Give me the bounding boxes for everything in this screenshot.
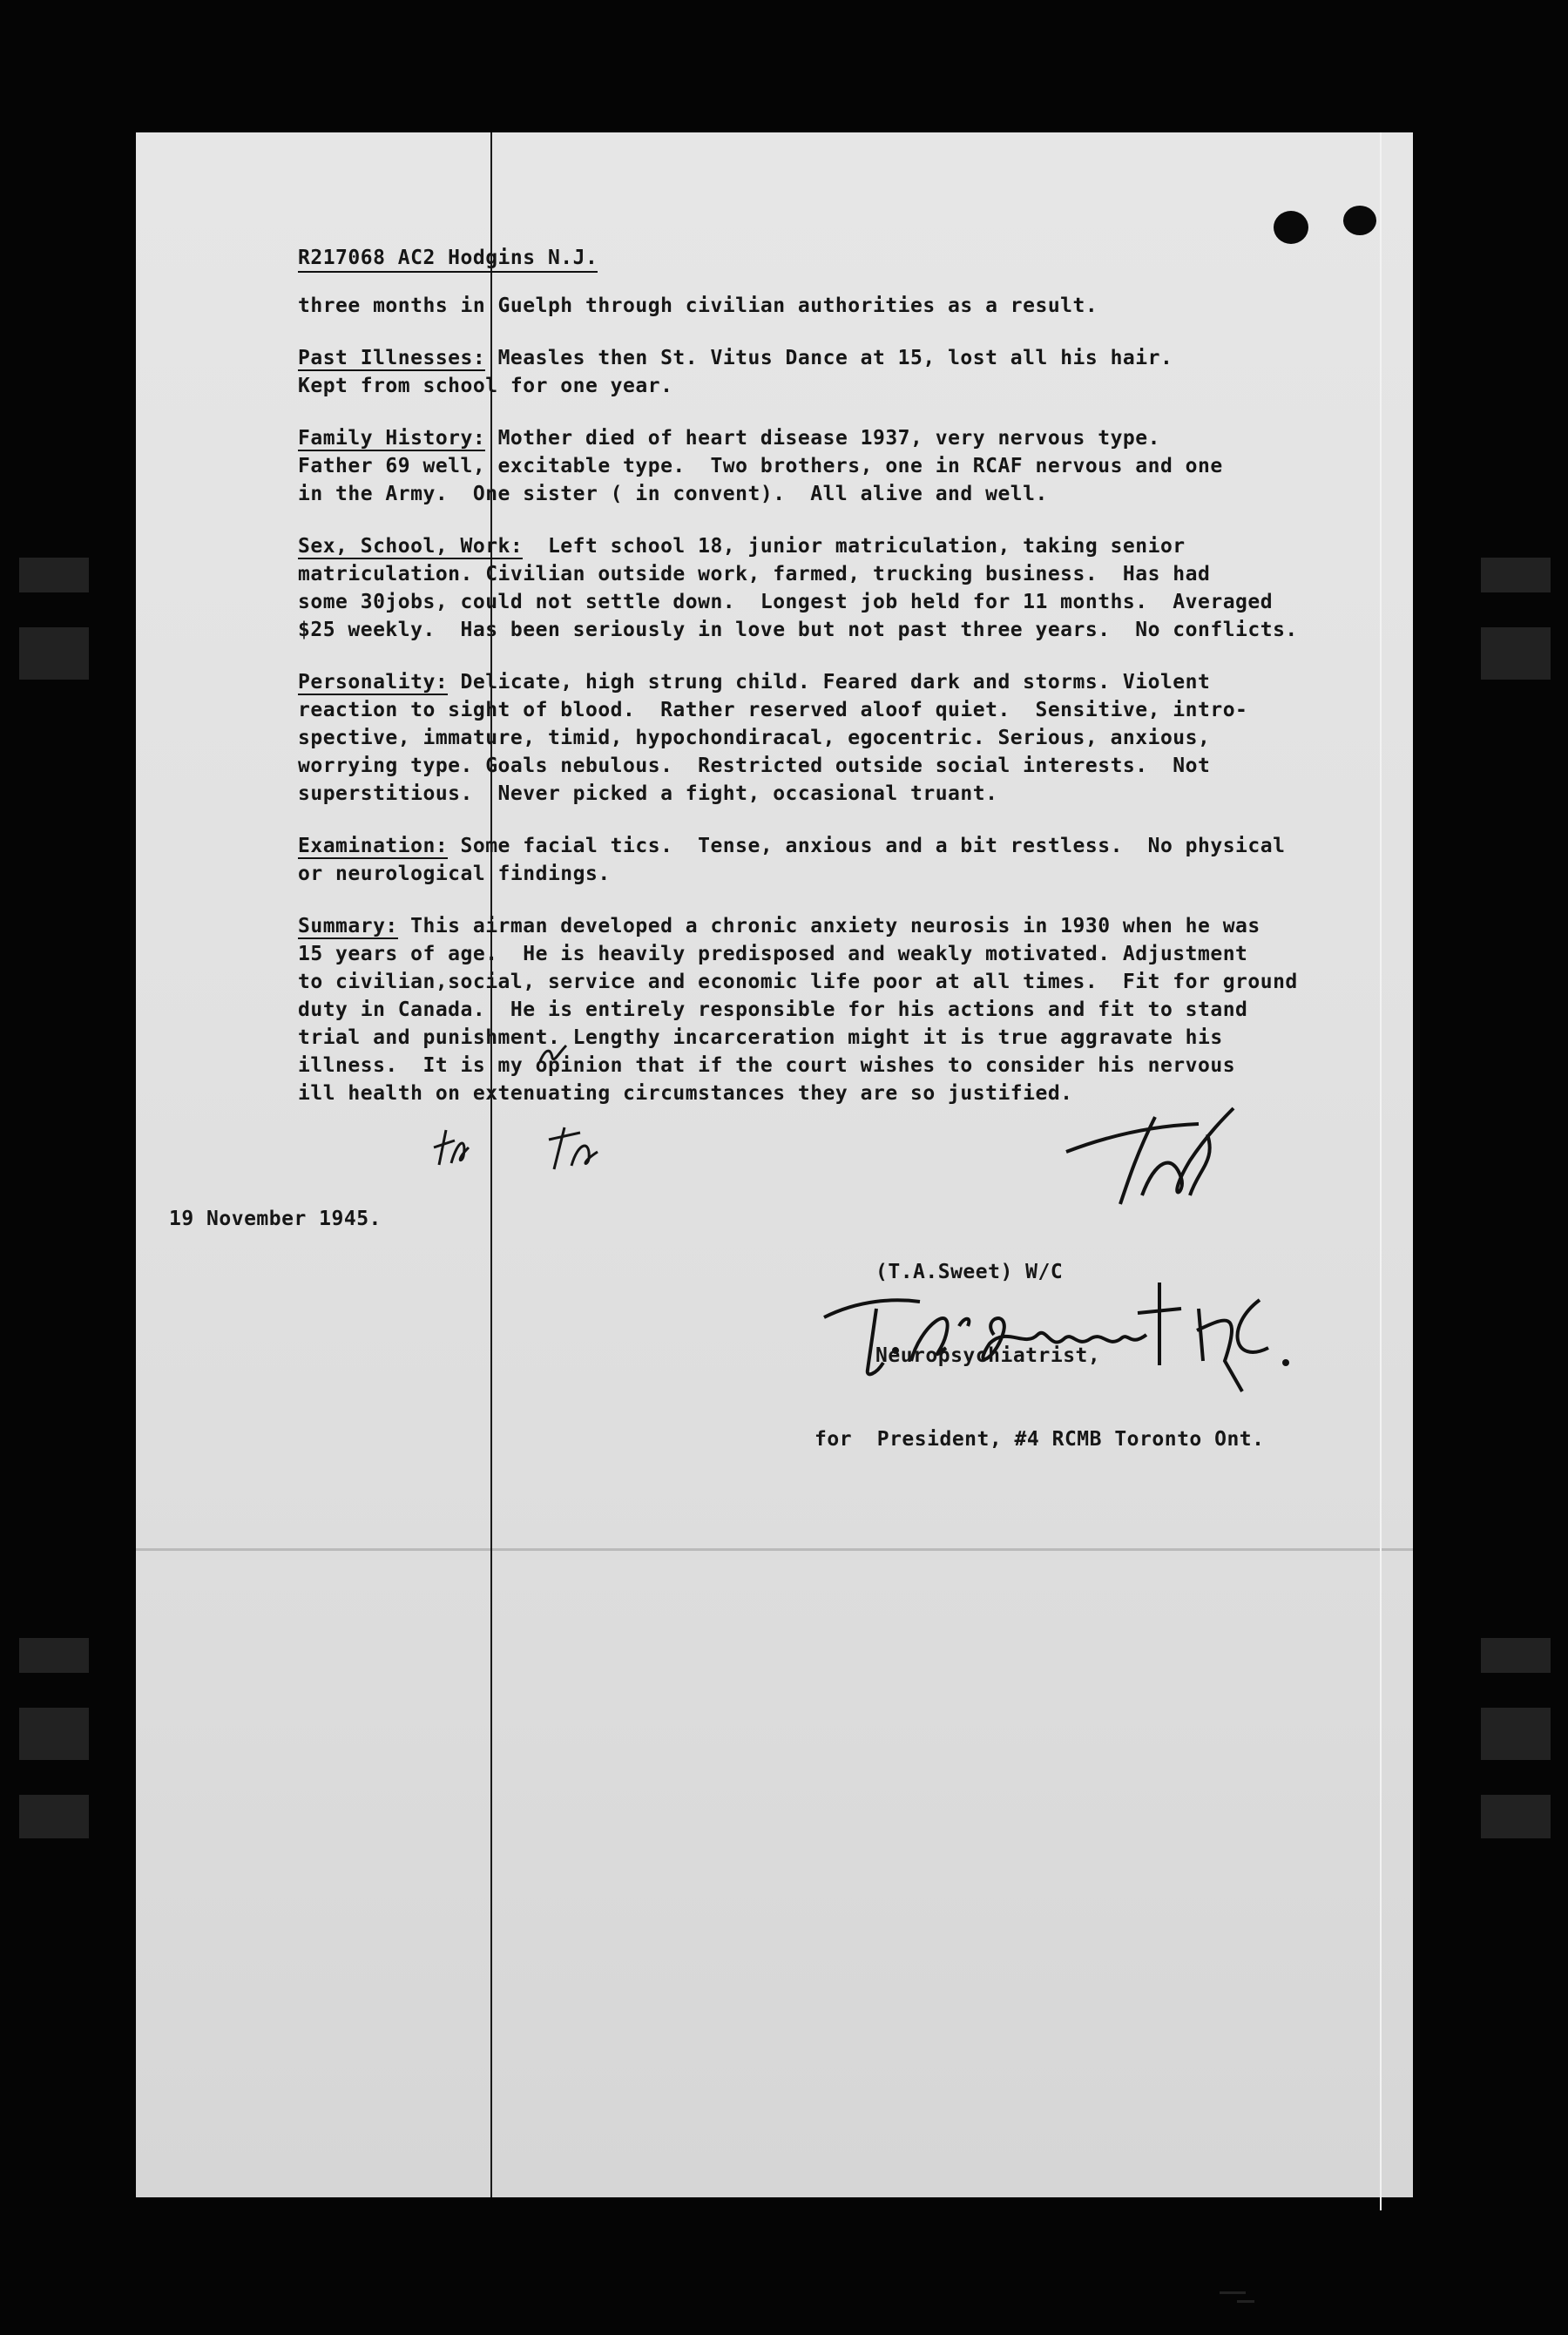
film-edge-mark	[1481, 558, 1551, 592]
film-edge-mark	[1481, 1638, 1551, 1673]
handwritten-initials	[537, 1040, 571, 1066]
document-page	[136, 132, 1413, 2197]
ink-blot	[1343, 206, 1376, 235]
film-scratch	[1237, 2300, 1254, 2303]
signatory-name: (T.A.Sweet) W/C	[875, 1261, 1064, 1283]
section-label: Past Illnesses:	[298, 347, 486, 369]
section-personality: Personality: Delicate, high strung child. Feared dark and storms. Violent reaction to sight of blood. Rather reserved aloof quiet. Sensitive, intro- spective, immature, timid, hypochondiracal, egocentric. Serious, anxious, worrying type. Goals nebulous. Restricted outside social interests. Not superstitious. Never picked a fight, occasional truant.	[298, 671, 1248, 805]
signature-block	[814, 1202, 1265, 1481]
film-edge-mark	[1481, 1708, 1551, 1760]
ink-blot	[1274, 211, 1308, 244]
section-family-history: Family History: Mother died of heart disease 1937, very nervous type. Father 69 well, excitable type. Two brothers, one in RCAF nervous and one in the Army. One sister ( in convent). All alive and well.	[298, 427, 1223, 505]
document-body	[298, 244, 1378, 1132]
section-label: Personality:	[298, 671, 449, 694]
page-right-edge	[1380, 132, 1382, 2210]
section-summary: Summary: This airman developed a chronic anxiety neurosis in 1930 when he was 15 years of age. He is heavily predisposed and weakly motivated. Adjustment to civilian,social, service and economic life poor at all times. Fit for ground duty in Canada. He is entirely responsible for his actions and fit to stand trial and punishment. Lengthy incarceration might it is true aggravate his illness. It is my opinion that if the court wishes to consider his nervous ill health on extenuating circumstances they are so justified.	[298, 915, 1298, 1105]
film-edge-mark	[19, 558, 89, 592]
signatory-for-line: for President, #4 RCMB Toronto Ont.	[814, 1428, 1265, 1451]
film-edge-mark	[19, 1638, 89, 1673]
signatory-title: Neuropsychiatrist,	[875, 1344, 1101, 1367]
section-sex-school-work: Sex, School, Work: Left school 18, junior matriculation, taking senior matriculation. Civilian outside work, farmed, trucking business. Has had some 30jobs, could not settle down. Longest job held for 11 months. Averaged $25 weekly. Has been seriously in love but not past three years. No conflicts.	[298, 535, 1298, 641]
section-examination: Examination: Some facial tics. Tense, anxious and a bit restless. No physical or neurological findings.	[298, 835, 1286, 885]
film-edge-mark	[1481, 1795, 1551, 1838]
section-past-illnesses: Past Illnesses: Measles then St. Vitus Dance at 15, lost all his hair. Kept from school for one year.	[298, 347, 1173, 397]
section-label: Family History:	[298, 427, 486, 450]
handwritten-initials	[429, 1121, 481, 1174]
film-scratch	[1220, 2291, 1246, 2294]
handwritten-initials	[1059, 1100, 1242, 1213]
section-label: Sex, School, Work:	[298, 535, 524, 558]
film-edge-mark	[19, 1795, 89, 1838]
page-fold	[136, 1548, 1413, 1551]
film-edge-mark	[1481, 627, 1551, 680]
section-label: Examination:	[298, 835, 449, 857]
film-edge-mark	[19, 1708, 89, 1760]
handwritten-initials	[545, 1117, 615, 1178]
intro-line: three months in Guelph through civilian authorities as a result.	[298, 294, 1098, 317]
film-edge-mark	[19, 627, 89, 680]
document-header: R217068 AC2 Hodgins N.J.	[298, 245, 598, 273]
section-label: Summary:	[298, 915, 398, 937]
document-date: 19 November 1945.	[169, 1208, 382, 1230]
